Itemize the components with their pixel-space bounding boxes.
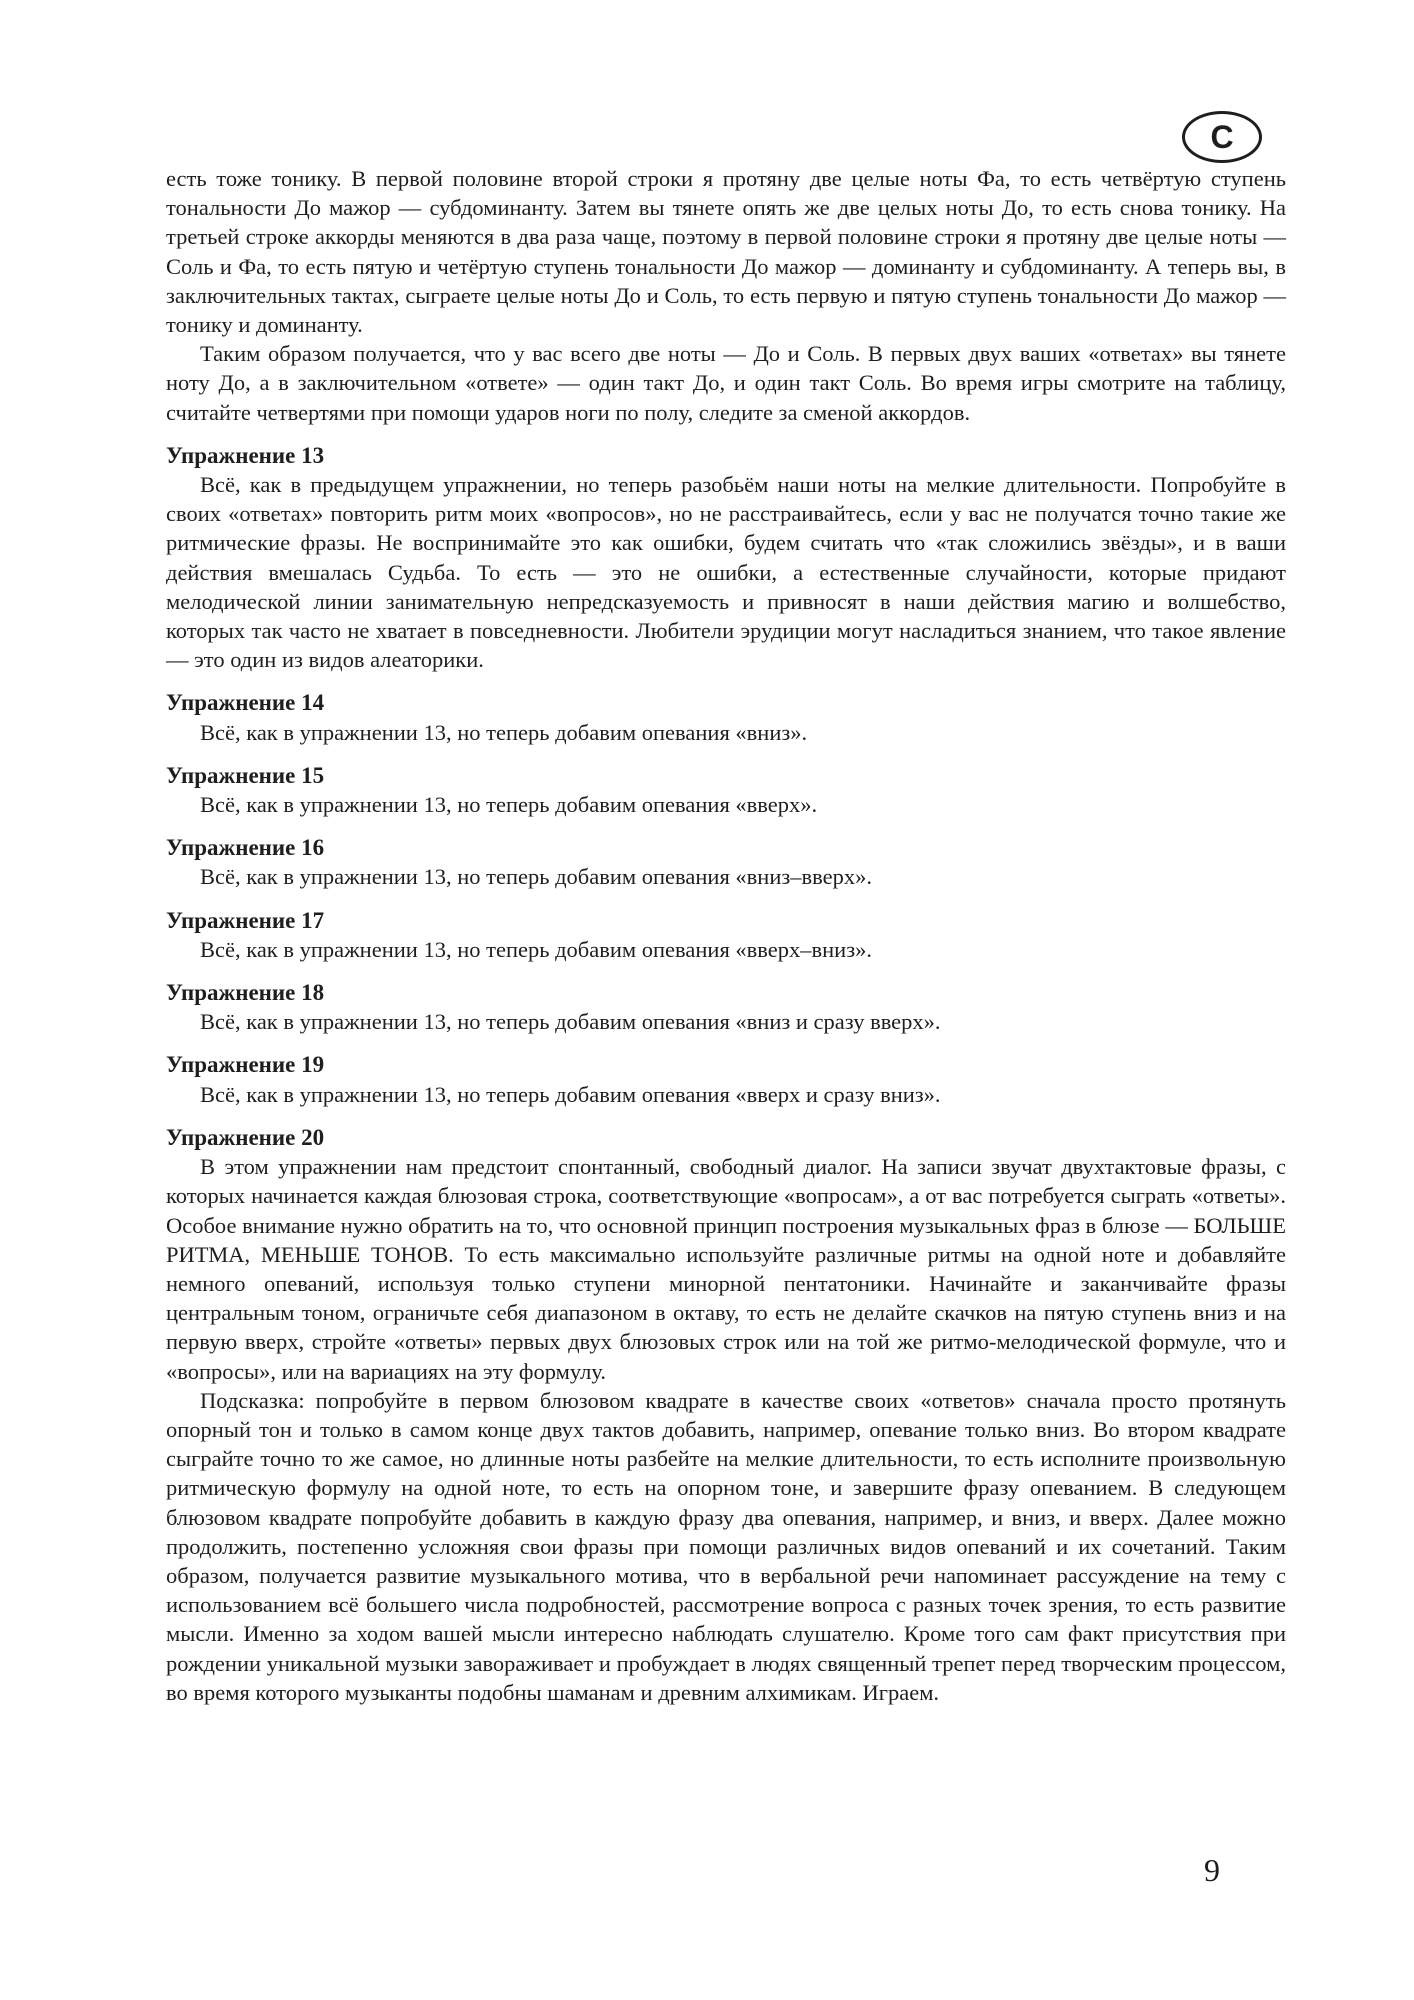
exercise-16 [166, 833, 1286, 891]
intro-paragraph: Таким образом получается, что у вас всего две ноты — До и Соль. В первых двух ваших «ответах» вы тянете ноту До, а в заключительном «ответе» — один такт До, и один такт Соль. Во время игры смотрите на таблицу, считайте четвертями при помощи ударов ноги по полу, следите за сменой аккордов. [166, 341, 1286, 425]
exercise-18 [166, 978, 1286, 1036]
exercise-paragraph: Всё, как в упражнении 13, но теперь добавим опевания «вниз–вверх». [200, 864, 872, 890]
exercise-paragraph: Всё, как в упражнении 13, но теперь добавим опевания «вниз и сразу вверх». [200, 1009, 941, 1035]
exercise-paragraph: Всё, как в упражнении 13, но теперь добавим опевания «вверх». [200, 792, 818, 818]
section-letter: C [1210, 119, 1234, 155]
intro-paragraph: есть тоже тонику. В первой половине второй строки я протяну две целые ноты Фа, то есть четвёртую ступень тональности До мажор — субдоминанту. Затем вы тянете опять же две целых ноты До, то есть снова тонику. На третьей строке аккорды меняются в два раза чаще, поэтому в первой половине строки я протяну две целые ноты — Соль и Фа, то есть пятую и четёртую ступень тональности До мажор — доминанту и субдоминанту. А теперь вы, в заключительных тактах, сыграете целые ноты До и Соль, то есть первую и пятую ступень тональности До мажор — тонику и доминанту. [166, 166, 1286, 338]
exercise-title: Упражнение 18 [166, 980, 325, 1006]
section-letter-badge [1182, 111, 1262, 163]
exercise-title: Упражнение 16 [166, 835, 325, 861]
exercise-20 [166, 1123, 1286, 1707]
exercise-13 [166, 441, 1286, 675]
exercise-paragraph: Подсказка: попробуйте в первом блюзовом квадрате в качестве своих «ответов» сначала просто протянуть опорный тон и только в самом конце двух тактов добавить, например, опевание только вниз. Во втором квадрате сыграйте точно то же самое, но длинные ноты разбейте на мелкие длительности, то есть исполните произвольную ритмическую формулу на одной ноте, то есть на опорном тоне, и завершите фразу опеванием. В следующем блюзовом квадрате попробуйте добавить в каждую фразу два опевания, например, и вниз, и вверх. Далее можно продолжить, постепенно усложняя свои фразы при помощи различных видов опеваний и их сочетаний. Таким образом, получается развитие музыкального мотива, что в вербальной речи напоминает рассуждение на тему с использованием всё большего числа подробностей, рассмотрение вопроса с разных точек зрения, то есть развитие мысли. Именно за ходом вашей мысли интересно наблюдать слушателю. Кроме того сам факт присутствия при рождении уникальной музыки завораживает и пробуждает в людях священный трепет перед творческим процессом, во время которого музыканты подобны шаманам и древним алхимикам. Играем. [166, 1387, 1286, 1705]
exercise-title: Упражнение 14 [166, 690, 325, 716]
exercise-paragraph: Всё, как в предыдущем упражнении, но теперь разобьём наши ноты на мелкие длительности. Попробуйте в своих «ответах» повторить ритм моих «вопросов», но не расстраивайтесь, если у вас не получатся точно такие же ритмические фразы. Не воспринимайте это как ошибки, будем считать что «так сложились звёзды», и в ваши действия вмешалась Судьба. То есть — это не ошибки, а естественные случайности, которые придают мелодической линии занимательную непредсказуемость и привносят в наши действия магию и волшебство, которых так часто не хватает в повседневности. Любители эрудиции могут насладиться знанием, что такое явление — это один из видов алеаторики. [166, 472, 1286, 673]
exercise-title: Упражнение 17 [166, 907, 325, 933]
exercise-17 [166, 906, 1286, 964]
page-text [166, 164, 1286, 1707]
exercise-19 [166, 1050, 1286, 1108]
exercise-title: Упражнение 15 [166, 762, 325, 788]
page-number: 9 [1204, 1852, 1220, 1888]
exercise-title: Упражнение 20 [166, 1124, 325, 1150]
exercise-title: Упражнение 19 [166, 1052, 325, 1078]
page [166, 116, 1286, 1946]
exercise-title: Упражнение 13 [166, 442, 325, 468]
exercise-14 [166, 688, 1286, 746]
exercise-paragraph: Всё, как в упражнении 13, но теперь добавим опевания «вниз». [200, 719, 808, 745]
exercise-paragraph: Всё, как в упражнении 13, но теперь добавим опевания «вверх–вниз». [200, 936, 872, 962]
exercise-15 [166, 761, 1286, 819]
exercise-paragraph: В этом упражнении нам предстоит спонтанный, свободный диалог. На записи звучат двухтактовые фразы, с которых начинается каждая блюзовая строка, соответствующие «вопросам», а от вас потребуется сыграть «ответы». Особое внимание нужно обратить на то, что основной принцип построения музыкальных фраз в блюзе — БОЛЬШЕ РИТМА, МЕНЬШЕ ТОНОВ. То есть максимально используйте различные ритмы на одной ноте и добавляйте немного опеваний, используя только ступени минорной пентатоники. Начинайте и заканчивайте фразы центральным тоном, ограничьте себя диапазоном в октаву, то есть не делайте скачков на пятую ступень вниз и на первую вверх, стройте «ответы» первых двух блюзовых строк или на той же ритмо-мелодической формуле, что и «вопросы», или на вариациях на эту формулу. [166, 1154, 1286, 1384]
exercise-paragraph: Всё, как в упражнении 13, но теперь добавим опевания «вверх и сразу вниз». [200, 1081, 941, 1107]
